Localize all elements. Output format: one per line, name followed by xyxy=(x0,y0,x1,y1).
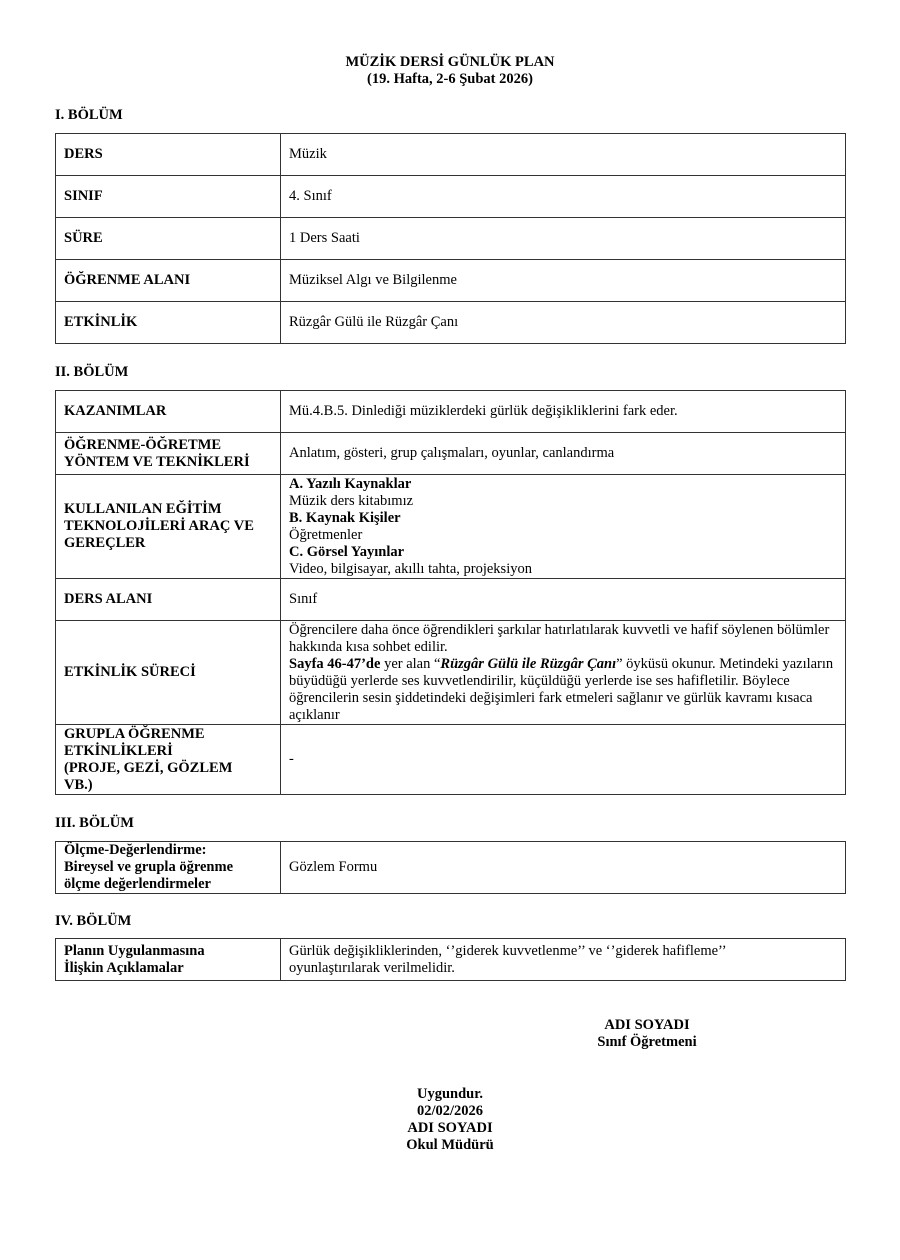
section-4-table xyxy=(55,938,846,981)
yontem-value: Anlatım, gösteri, grup çalışmaları, oyunlar, canlandırma xyxy=(281,433,846,475)
resource-item: Müzik ders kitabımız xyxy=(289,492,414,509)
resource-item: Öğretmenler xyxy=(289,526,363,543)
resource-item: Video, bilgisayar, akıllı tahta, projeksiyon xyxy=(289,560,532,577)
principal-name: ADI SOYADI xyxy=(407,1120,493,1136)
grup-value: - xyxy=(281,725,846,795)
aciklama-value xyxy=(281,939,846,981)
section-1-heading: I. BÖLÜM xyxy=(55,107,123,123)
text-fragment: yer alan “ xyxy=(380,655,441,672)
subtitle-line: (19. Hafta, 2-6 Şubat 2026) xyxy=(367,71,533,87)
table-row xyxy=(56,475,846,579)
row-value: 4. Sınıf xyxy=(281,176,846,218)
row-value: Müziksel Algı ve Bilgilenme xyxy=(281,260,846,302)
surec-label: ETKİNLİK SÜRECİ xyxy=(56,621,281,725)
document-title xyxy=(0,54,900,88)
table-row xyxy=(56,134,846,176)
story-title: Rüzgâr Gülü ile Rüzgâr Çanı xyxy=(440,655,617,672)
table-row xyxy=(56,725,846,795)
section-2-table xyxy=(55,390,846,795)
section-3-table xyxy=(55,841,846,894)
surec-paragraph-2 xyxy=(289,656,837,724)
ders-alani-value: Sınıf xyxy=(281,579,846,621)
row-value: Rüzgâr Gülü ile Rüzgâr Çanı xyxy=(281,302,846,344)
surec-value xyxy=(281,621,846,725)
yontem-label xyxy=(56,433,281,475)
label-line: YÖNTEM VE TEKNİKLERİ xyxy=(64,453,250,470)
resource-heading: A. Yazılı Kaynaklar xyxy=(289,475,412,492)
section-1-table xyxy=(55,133,846,344)
section-4-heading: IV. BÖLÜM xyxy=(55,913,132,929)
table-row xyxy=(56,842,846,894)
teacher-name: ADI SOYADI xyxy=(604,1017,690,1033)
label-line: Planın Uygulanmasına xyxy=(64,942,205,959)
araclar-value xyxy=(281,475,846,579)
table-row xyxy=(56,391,846,433)
row-value: Müzik xyxy=(281,134,846,176)
olcme-label xyxy=(56,842,281,894)
label-line: İlişkin Açıklamalar xyxy=(64,959,184,976)
row-label: DERS xyxy=(56,134,281,176)
row-label: SÜRE xyxy=(56,218,281,260)
approval-text: Uygundur. xyxy=(417,1086,483,1102)
row-label: ETKİNLİK xyxy=(56,302,281,344)
table-row xyxy=(56,621,846,725)
approval-date: 02/02/2026 xyxy=(416,1103,484,1119)
table-row xyxy=(56,176,846,218)
label-line: GEREÇLER xyxy=(64,535,146,551)
section-3-heading: III. BÖLÜM xyxy=(55,815,134,831)
title-line: MÜZİK DERSİ GÜNLÜK PLAN xyxy=(345,54,555,70)
label-line: ölçme değerlendirmeler xyxy=(64,876,211,892)
aciklama-label xyxy=(56,939,281,981)
grup-label xyxy=(56,725,281,795)
table-row xyxy=(56,218,846,260)
table-row xyxy=(56,939,846,981)
teacher-signature xyxy=(547,1017,747,1051)
label-line: VB.) xyxy=(64,776,93,793)
label-line: (PROJE, GEZİ, GÖZLEM xyxy=(64,759,233,776)
row-label: SINIF xyxy=(56,176,281,218)
kazanimlar-label: KAZANIMLAR xyxy=(56,391,281,433)
label-line: TEKNOLOJİLERİ ARAÇ VE xyxy=(64,518,254,534)
row-value: 1 Ders Saati xyxy=(281,218,846,260)
value-line: oyunlaştırılarak verilmelidir. xyxy=(289,959,455,976)
label-line: Bireysel ve grupla öğrenme xyxy=(64,859,234,875)
surec-paragraph-1: Öğrencilere daha önce öğrendikleri şarkılar hatırlatılarak kuvvetli ve hafif söylenen bölümler hakkında kısa sohbet edilir. xyxy=(289,621,830,655)
table-row xyxy=(56,260,846,302)
label-line: ETKİNLİKLERİ xyxy=(64,742,173,759)
table-row xyxy=(56,433,846,475)
text-fragment: ” öyküsü okunur. Metindeki yazıların büyüdüğü yerlerde ses kuvvetlendirilir, küçüldüğü yerlerde ise ses hafifletilir. Böylece öğrencilerin sesin şiddetindeki değişimleri fark etmeleri sağlanır ve gürlük kavramı kısaca açıklanır xyxy=(289,655,834,723)
table-row xyxy=(56,579,846,621)
teacher-title: Sınıf Öğretmeni xyxy=(597,1034,697,1050)
label-line: KULLANILAN EĞİTİM xyxy=(64,501,222,517)
page-reference: Sayfa 46-47’de xyxy=(289,655,381,672)
label-line: ÖĞRENME-ÖĞRETME xyxy=(64,436,222,453)
table-row xyxy=(56,302,846,344)
label-line: Ölçme-Değerlendirme: xyxy=(64,842,207,858)
principal-title: Okul Müdürü xyxy=(406,1137,494,1153)
section-2-heading: II. BÖLÜM xyxy=(55,364,129,380)
row-label: ÖĞRENME ALANI xyxy=(56,260,281,302)
label-line: GRUPLA ÖĞRENME xyxy=(64,725,205,742)
resource-heading: B. Kaynak Kişiler xyxy=(289,509,401,526)
value-line: Gürlük değişikliklerinden, ‘’giderek kuvvetlenme’’ ve ‘’giderek hafifleme’’ xyxy=(289,942,727,959)
principal-signature xyxy=(350,1086,550,1154)
kazanimlar-value: Mü.4.B.5. Dinlediği müziklerdeki gürlük değişikliklerini fark eder. xyxy=(281,391,846,433)
olcme-value: Gözlem Formu xyxy=(281,842,846,894)
ders-alani-label: DERS ALANI xyxy=(56,579,281,621)
araclar-label xyxy=(56,475,281,579)
resource-heading: C. Görsel Yayınlar xyxy=(289,543,405,560)
